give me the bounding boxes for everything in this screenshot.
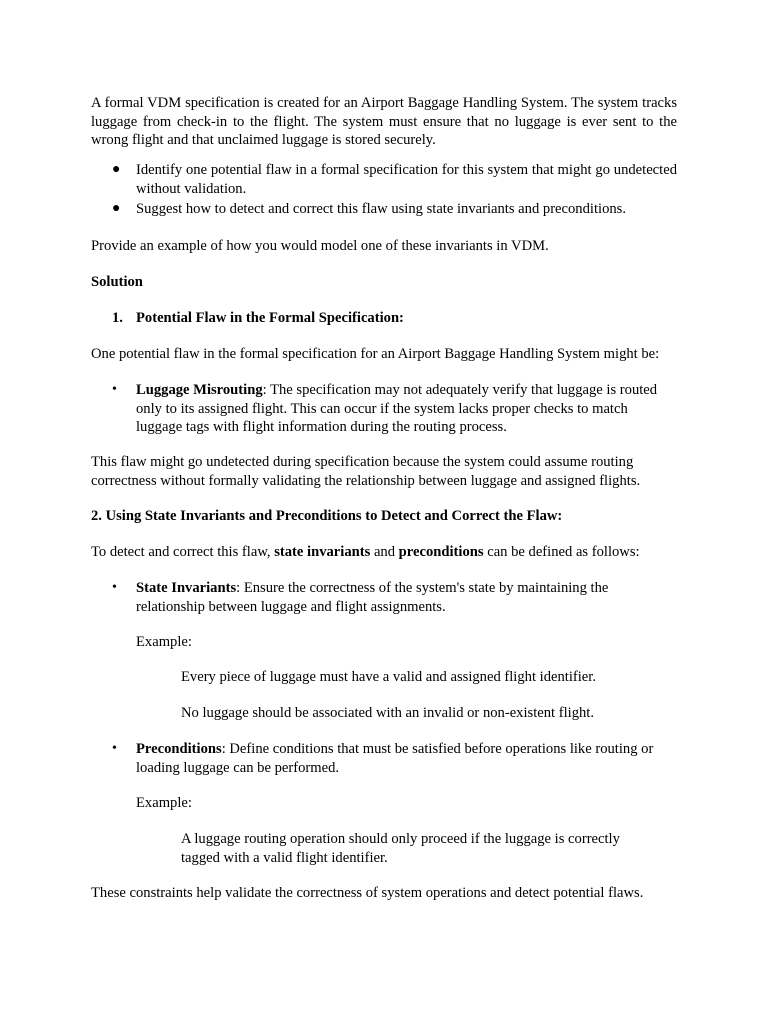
flaw-term: Luggage Misrouting [136, 382, 263, 398]
flaw-bullet-text [136, 381, 677, 437]
section1-heading-text: Potential Flaw in the Formal Specification: [136, 310, 404, 326]
preconditions-bullet-text [136, 740, 677, 777]
invariant-example-2: No luggage should be associated with an invalid or non-existent flight. [181, 705, 595, 721]
flaw-description: : The specification may not adequately verify that luggage is routed only to its assigned flight. This can occur if the system lacks proper checks to match luggage tags with flight information during the routing process. [136, 382, 658, 435]
preconditions-term: preconditions [398, 544, 484, 560]
preconditions-term-label: Preconditions [136, 741, 222, 757]
bullet-icon: • [112, 741, 117, 756]
bullet-icon: ● [112, 201, 121, 216]
intro-paragraph: A formal VDM specification is created for an Airport Baggage Handling System. The system tracks luggage from check-in to the flight. The system must ensure that no luggage is ever sent to the wrong flight and that unclaimed luggage is stored securely. [91, 95, 677, 148]
bullet-icon: • [112, 382, 117, 397]
state-invariants-term: state invariants [274, 544, 371, 560]
section2-heading: 2. Using State Invariants and Preconditions to Detect and Correct the Flaw: [91, 508, 563, 524]
task-item-text: Identify one potential flaw in a formal specification for this system that might go undetected without validation. [136, 162, 677, 197]
preconditions-example-label: Example: [136, 795, 192, 811]
task-item-text: Suggest how to detect and correct this flaw using state invariants and preconditions. [136, 201, 626, 217]
bullet-icon: • [112, 580, 117, 595]
invariants-bullet-text [136, 579, 677, 616]
section2-intro-prefix: To detect and correct this flaw, [91, 544, 275, 560]
invariants-example-label: Example: [136, 634, 192, 650]
preconditions-description: : Define conditions that must be satisfied before operations like routing or loading luggage can be performed. [136, 741, 654, 776]
solution-heading: Solution [91, 274, 143, 290]
precondition-example-1: A luggage routing operation should only proceed if the luggage is correctly tagged with a valid flight identifier. [181, 831, 620, 866]
section2-intro-suffix: can be defined as follows: [483, 544, 640, 560]
section1-conclusion: This flaw might go undetected during specification because the system could assume routing correctness without formally validating the relationship between luggage and assigned flights. [91, 454, 641, 489]
invariants-term: State Invariants [136, 580, 237, 596]
section1-intro: One potential flaw in the formal specification for an Airport Baggage Handling System might be: [91, 346, 660, 362]
section1-number: 1. [112, 310, 123, 326]
provide-paragraph: Provide an example of how you would model one of these invariants in VDM. [91, 238, 549, 254]
bullet-icon: ● [112, 162, 121, 177]
invariant-example-1: Every piece of luggage must have a valid and assigned flight identifier. [181, 669, 596, 685]
section2-intro [91, 543, 677, 562]
section2-conclusion: These constraints help validate the correctness of system operations and detect potential flaws. [91, 885, 644, 901]
section2-intro-mid: and [370, 544, 399, 560]
invariants-description: : Ensure the correctness of the system's state by maintaining the relationship between luggage and flight assignments. [136, 580, 609, 615]
